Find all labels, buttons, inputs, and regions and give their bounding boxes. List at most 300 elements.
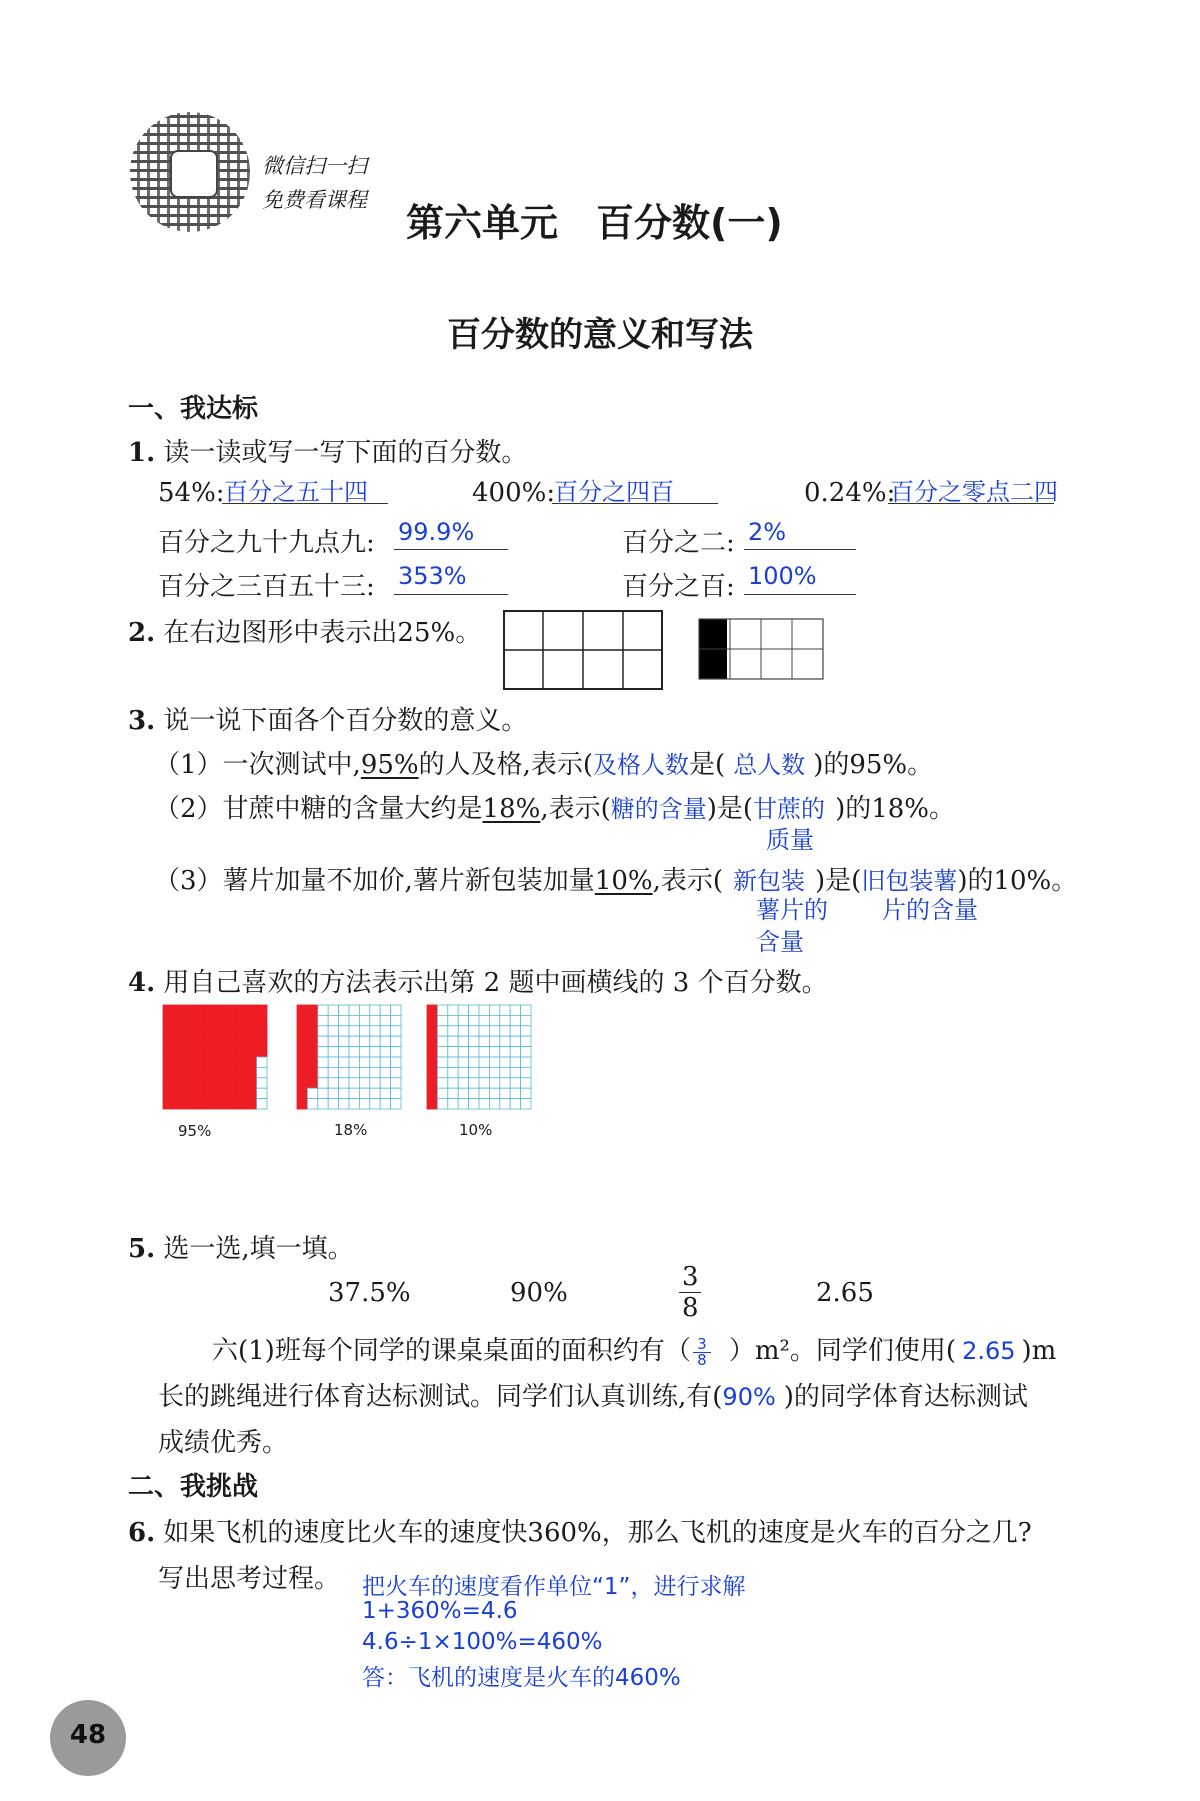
q3-part-2: （2）甘蔗中糖的含量大约是18%,表示(糖的含量)是(甘蔗的 )的18%。 xyxy=(154,794,955,824)
grid-cell-filled xyxy=(246,1067,256,1077)
grid-cell-filled xyxy=(246,1078,256,1088)
grid-cell-filled xyxy=(236,1047,246,1057)
grid-cell xyxy=(437,1005,447,1015)
grid-cell xyxy=(339,1026,349,1036)
empty-grid xyxy=(503,610,663,690)
grid-cell-filled xyxy=(225,1026,235,1036)
grid-cell xyxy=(437,1078,447,1088)
grid-cell xyxy=(391,1036,401,1046)
grid-cell-filled xyxy=(307,1057,317,1067)
grid-cell xyxy=(318,1088,328,1098)
grid-cell-filled xyxy=(236,1057,246,1067)
grid-cell xyxy=(510,1005,520,1015)
q6-answer-line: 4.6÷1×100%=460% xyxy=(362,1629,603,1655)
grid-cell xyxy=(500,1005,510,1015)
grid-cell-filled xyxy=(427,1088,437,1098)
grid-cell xyxy=(500,1088,510,1098)
grid-cell xyxy=(359,1099,369,1109)
grid-cell-filled xyxy=(194,1099,204,1109)
grid-cell xyxy=(380,1078,390,1088)
grid-cell-filled xyxy=(194,1078,204,1088)
grid-cell xyxy=(510,1015,520,1025)
grid-cell-filled xyxy=(163,1047,173,1057)
grid-cell-filled xyxy=(173,1057,183,1067)
grid-cell xyxy=(349,1047,359,1057)
grid-cell xyxy=(510,1047,520,1057)
grid-cell xyxy=(458,1015,468,1025)
grid-cell xyxy=(469,1067,479,1077)
grid-cell-filled xyxy=(163,1088,173,1098)
grid-cell xyxy=(437,1099,447,1109)
grid-cell-filled xyxy=(427,1026,437,1036)
grid-cell-filled xyxy=(307,1067,317,1077)
grid-cell xyxy=(500,1078,510,1088)
grid-cell xyxy=(380,1088,390,1098)
question-3 xyxy=(128,700,527,737)
grid-cell xyxy=(380,1047,390,1057)
grid-cell xyxy=(257,1088,267,1098)
grid-cell xyxy=(328,1036,338,1046)
grid-cell xyxy=(339,1057,349,1067)
hundred-grid-10 xyxy=(426,1004,532,1110)
grid-cell xyxy=(469,1005,479,1015)
q3-answer-cont: 片的含量 xyxy=(882,896,978,924)
grid-cell xyxy=(328,1078,338,1088)
grid-cell xyxy=(318,1047,328,1057)
q1-answer-7: 100% xyxy=(748,562,817,590)
q3-answer: 甘蔗的 xyxy=(753,795,826,823)
grid-cell xyxy=(489,1026,499,1036)
grid-cell xyxy=(318,1057,328,1067)
grid-cell-filled xyxy=(173,1036,183,1046)
grid-cell xyxy=(448,1057,458,1067)
grid-cell xyxy=(328,1057,338,1067)
q3-answer: 糖的含量 xyxy=(610,795,707,823)
grid-cell-filled xyxy=(163,1015,173,1025)
grid-cell-filled xyxy=(257,1015,267,1025)
grid-cell-filled xyxy=(236,1088,246,1098)
grid-cell-filled xyxy=(184,1015,194,1025)
grid-cell-filled xyxy=(225,1088,235,1098)
grid-cell-filled xyxy=(236,1067,246,1077)
grid-cell xyxy=(479,1026,489,1036)
q6-answer-line: 答：飞机的速度是火车的460% xyxy=(362,1665,681,1691)
grid-cell-filled xyxy=(307,1005,317,1015)
grid-cell-filled xyxy=(215,1026,225,1036)
grid-cell-filled xyxy=(163,1036,173,1046)
grid-cell xyxy=(469,1036,479,1046)
grid-label: 95% xyxy=(178,1122,212,1140)
grid-cell-filled xyxy=(215,1005,225,1015)
grid-cell-filled xyxy=(246,1099,256,1109)
grid-cell xyxy=(500,1099,510,1109)
qr-caption-1: 微信扫一扫 xyxy=(262,154,367,178)
grid-cell xyxy=(257,1057,267,1067)
hundred-grid-95 xyxy=(162,1004,268,1110)
shaded-grid xyxy=(698,618,824,680)
grid-cell xyxy=(257,1067,267,1077)
choice-item: 2.65 xyxy=(816,1278,874,1308)
grid-cell xyxy=(359,1005,369,1015)
grid-cell xyxy=(370,1047,380,1057)
section-title: 一、我达标 xyxy=(128,394,259,424)
lesson-title: 百分数的意义和写法 xyxy=(447,315,753,355)
grid-cell xyxy=(339,1036,349,1046)
grid-cell-filled xyxy=(297,1078,307,1088)
grid-cell-filled xyxy=(215,1047,225,1057)
grid-cell-filled xyxy=(246,1026,256,1036)
grid-cell xyxy=(469,1057,479,1067)
page-number-badge xyxy=(50,1700,126,1776)
grid-cell xyxy=(479,1036,489,1046)
grid-cell xyxy=(391,1047,401,1057)
grid-cell xyxy=(510,1057,520,1067)
grid-cell-filled xyxy=(297,1088,307,1098)
grid-cell-filled xyxy=(297,1026,307,1036)
grid-cell-filled xyxy=(236,1099,246,1109)
grid-cell xyxy=(489,1088,499,1098)
choice-item: 90% xyxy=(510,1278,568,1308)
grid-cell xyxy=(339,1015,349,1025)
grid-cell-filled xyxy=(184,1088,194,1098)
grid-cell-filled xyxy=(257,1036,267,1046)
grid-cell-filled xyxy=(163,1005,173,1015)
grid-cell xyxy=(391,1099,401,1109)
grid-cell-filled xyxy=(184,1057,194,1067)
grid-cell-filled xyxy=(225,1015,235,1025)
grid-cell-filled xyxy=(215,1099,225,1109)
grid-cell-filled xyxy=(427,1057,437,1067)
q1-label-6: 百分之三百五十三: xyxy=(158,572,375,602)
grid-cell xyxy=(469,1088,479,1098)
grid-cell xyxy=(510,1026,520,1036)
grid-cell xyxy=(359,1015,369,1025)
question-text-cont: 写出思考过程。 xyxy=(158,1564,341,1594)
grid-cell-filled xyxy=(427,1067,437,1077)
grid-cell xyxy=(349,1026,359,1036)
grid-cell xyxy=(328,1088,338,1098)
grid-cell xyxy=(458,1088,468,1098)
q1-answer-2: 百分之四百 xyxy=(554,478,674,506)
grid-cell xyxy=(469,1047,479,1057)
grid-cell xyxy=(339,1005,349,1015)
grid-cell-filled xyxy=(427,1099,437,1109)
grid-cell-filled xyxy=(257,1047,267,1057)
grid-cell-filled xyxy=(297,1005,307,1015)
grid-cell xyxy=(458,1026,468,1036)
grid-cell-filled xyxy=(173,1005,183,1015)
grid-cell-filled xyxy=(205,1036,215,1046)
grid-cell-filled xyxy=(173,1015,183,1025)
grid-cell xyxy=(391,1088,401,1098)
question-5 xyxy=(128,1228,354,1265)
grid-cell xyxy=(391,1005,401,1015)
grid-cell-filled xyxy=(215,1015,225,1025)
grid-cell xyxy=(489,1078,499,1088)
grid-cell xyxy=(479,1057,489,1067)
grid-cell xyxy=(370,1057,380,1067)
grid-cell xyxy=(307,1088,317,1098)
grid-cell xyxy=(437,1015,447,1025)
grid-cell-filled xyxy=(194,1026,204,1036)
hundred-grid-18 xyxy=(296,1004,402,1110)
grid-cell xyxy=(328,1015,338,1025)
grid-cell xyxy=(479,1047,489,1057)
grid-cell xyxy=(380,1057,390,1067)
question-text: 用自己喜欢的方法表示出第 2 题中画横线的 3 个百分数。 xyxy=(163,968,828,998)
grid-cell-filled xyxy=(307,1036,317,1046)
grid-cell xyxy=(458,1036,468,1046)
grid-cell xyxy=(380,1015,390,1025)
grid-cell xyxy=(359,1078,369,1088)
grid-cell-filled xyxy=(194,1067,204,1077)
grid-cell xyxy=(458,1078,468,1088)
q1-label-1: 54%: xyxy=(158,478,225,508)
grid-cell xyxy=(318,1067,328,1077)
grid-cell xyxy=(448,1015,458,1025)
grid-cell xyxy=(448,1099,458,1109)
grid-cell xyxy=(437,1057,447,1067)
grid-cell xyxy=(437,1036,447,1046)
grid-cell xyxy=(391,1078,401,1088)
grid-cell xyxy=(521,1015,531,1025)
grid-cell xyxy=(489,1099,499,1109)
grid-cell xyxy=(458,1057,468,1067)
grid-cell xyxy=(370,1088,380,1098)
grid-cell-filled xyxy=(225,1036,235,1046)
grid-cell-filled xyxy=(184,1026,194,1036)
grid-cell xyxy=(489,1057,499,1067)
question-number: 4. xyxy=(128,968,156,998)
grid-cell xyxy=(380,1036,390,1046)
grid-cell xyxy=(479,1078,489,1088)
q5-paragraph-line-2: 长的跳绳进行体育达标测试。同学们认真训练,有(90% )的同学体育达标测试 xyxy=(158,1382,1028,1412)
grid-cell xyxy=(510,1036,520,1046)
grid-cell xyxy=(510,1088,520,1098)
cloud-logo-icon xyxy=(170,150,218,198)
grid-cell xyxy=(437,1088,447,1098)
question-text: 选一选,填一填。 xyxy=(163,1234,354,1264)
choice-item: 37.5% xyxy=(328,1278,411,1308)
grid-cell-filled xyxy=(246,1088,256,1098)
grid-cell xyxy=(521,1088,531,1098)
grid-cell xyxy=(370,1067,380,1077)
grid-cell-filled xyxy=(246,1057,256,1067)
grid-cell-filled xyxy=(236,1036,246,1046)
grid-cell-filled xyxy=(427,1047,437,1057)
grid-cell xyxy=(479,1099,489,1109)
grid-cell-filled xyxy=(307,1078,317,1088)
grid-cell-filled xyxy=(246,1005,256,1015)
grid-cell-filled xyxy=(225,1067,235,1077)
grid-cell xyxy=(500,1026,510,1036)
grid-cell xyxy=(448,1047,458,1057)
grid-cell xyxy=(521,1099,531,1109)
q1-answer-6: 353% xyxy=(398,562,467,590)
choice-fraction: 3 8 xyxy=(682,1262,698,1323)
q3-part-1: （1）一次测试中,95%的人及格,表示(及格人数是( 总人数 )的95%。 xyxy=(154,750,934,780)
grid-cell-filled xyxy=(194,1047,204,1057)
grid-cell xyxy=(489,1036,499,1046)
grid-cell xyxy=(339,1088,349,1098)
grid-cell xyxy=(479,1067,489,1077)
q5-paragraph-line-3: 成绩优秀。 xyxy=(158,1428,289,1458)
grid-cell xyxy=(380,1026,390,1036)
grid-cell-filled xyxy=(257,1026,267,1036)
grid-cell xyxy=(500,1015,510,1025)
grid-cell-filled xyxy=(225,1099,235,1109)
grid-cell-filled xyxy=(297,1099,307,1109)
grid-cell xyxy=(521,1078,531,1088)
grid-cell xyxy=(521,1067,531,1077)
grid-cell xyxy=(318,1036,328,1046)
question-number: 6. xyxy=(128,1518,156,1548)
q3-answer: 旧包装薯 xyxy=(861,867,958,895)
grid-cell-filled xyxy=(215,1088,225,1098)
grid-cell xyxy=(339,1099,349,1109)
q1-label-2: 400%: xyxy=(472,478,556,508)
grid-cell xyxy=(370,1036,380,1046)
grid-cell xyxy=(437,1026,447,1036)
grid-cell-filled xyxy=(205,1078,215,1088)
q5-answer: 90% xyxy=(722,1383,776,1411)
grid-cell xyxy=(500,1047,510,1057)
q3-answer: 及格人数 xyxy=(593,751,690,779)
grid-cell-filled xyxy=(215,1067,225,1077)
grid-cell-filled xyxy=(173,1067,183,1077)
grid-cell xyxy=(479,1088,489,1098)
grid-cell-filled xyxy=(163,1057,173,1067)
grid-cell-filled xyxy=(427,1015,437,1025)
q5-answer-fraction: $\frac{3}{8}$ xyxy=(693,1337,711,1368)
grid-cell xyxy=(370,1026,380,1036)
grid-cell-filled xyxy=(205,1015,215,1025)
grid-cell-filled xyxy=(184,1036,194,1046)
grid-cell-filled xyxy=(173,1026,183,1036)
grid-cell-filled xyxy=(236,1026,246,1036)
grid-cell xyxy=(349,1088,359,1098)
grid-cell-filled xyxy=(215,1078,225,1088)
question-number: 1. xyxy=(128,438,156,468)
question-text: 说一说下面各个百分数的意义。 xyxy=(163,706,528,736)
q6-answer-line: 把火车的速度看作单位“1”，进行求解 xyxy=(362,1574,746,1600)
question-6 xyxy=(128,1512,1032,1549)
grid-cell-filled xyxy=(194,1005,204,1015)
grid-cell xyxy=(380,1005,390,1015)
grid-cell-filled xyxy=(297,1047,307,1057)
grid-cell-filled xyxy=(205,1026,215,1036)
grid-cell xyxy=(257,1099,267,1109)
grid-cell xyxy=(479,1015,489,1025)
grid-cell-filled xyxy=(297,1036,307,1046)
grid-cell xyxy=(349,1067,359,1077)
question-text: 读一读或写一写下面的百分数。 xyxy=(163,438,528,468)
grid-cell xyxy=(318,1099,328,1109)
grid-cell-filled xyxy=(236,1015,246,1025)
grid-cell-filled xyxy=(205,1047,215,1057)
grid-cell xyxy=(479,1005,489,1015)
grid-cell-filled xyxy=(225,1047,235,1057)
grid-cell-filled xyxy=(297,1015,307,1025)
grid-cell xyxy=(500,1067,510,1077)
grid-cell xyxy=(318,1078,328,1088)
grid-cell xyxy=(458,1067,468,1077)
grid-cell-filled xyxy=(225,1005,235,1015)
grid-cell xyxy=(500,1036,510,1046)
grid-cell xyxy=(448,1067,458,1077)
question-number: 3. xyxy=(128,706,156,736)
grid-cell xyxy=(370,1005,380,1015)
grid-cell xyxy=(328,1047,338,1057)
grid-cell xyxy=(359,1047,369,1057)
grid-cell xyxy=(391,1015,401,1025)
grid-cell xyxy=(437,1047,447,1057)
grid-cell xyxy=(469,1099,479,1109)
grid-cell xyxy=(448,1078,458,1088)
grid-cell-filled xyxy=(173,1047,183,1057)
grid-cell-filled xyxy=(173,1088,183,1098)
q5-paragraph-line-1: 六(1)班每个同学的课桌桌面的面积约有（ $\frac{3}{8} )m^2$。同学们使用( 2.65 )m xyxy=(212,1334,1057,1369)
q1-answer-1: 百分之五十四 xyxy=(224,478,368,506)
grid-cell xyxy=(458,1047,468,1057)
grid-cell xyxy=(489,1047,499,1057)
grid-cell xyxy=(370,1099,380,1109)
grid-cell xyxy=(510,1099,520,1109)
q3-answer: 新包装 xyxy=(733,867,806,895)
grid-cell xyxy=(510,1067,520,1077)
grid-cell xyxy=(339,1047,349,1057)
q1-label-4: 百分之九十九点九: xyxy=(158,528,375,558)
grid-cell-filled xyxy=(246,1047,256,1057)
grid-cell xyxy=(458,1099,468,1109)
grid-cell-filled xyxy=(257,1005,267,1015)
grid-cell xyxy=(458,1005,468,1015)
grid-cell-filled xyxy=(236,1005,246,1015)
grid-cell xyxy=(391,1067,401,1077)
q3-answer-cont: 薯片的 xyxy=(756,896,828,924)
grid-cell-filled xyxy=(427,1005,437,1015)
grid-cell-filled xyxy=(215,1036,225,1046)
q1-label-3: 0.24%: xyxy=(804,478,896,508)
q6-answer-line: 1+360%=4.6 xyxy=(362,1598,518,1624)
grid-cell xyxy=(469,1026,479,1036)
grid-cell-filled xyxy=(225,1057,235,1067)
grid-cell-filled xyxy=(225,1078,235,1088)
grid-cell-filled xyxy=(427,1078,437,1088)
grid-cell-filled xyxy=(307,1047,317,1057)
grid-cell-filled xyxy=(205,1088,215,1098)
question-4 xyxy=(128,962,828,999)
grid-cell-filled xyxy=(236,1078,246,1088)
grid-cell xyxy=(359,1057,369,1067)
grid-label: 10% xyxy=(459,1121,493,1139)
grid-cell xyxy=(380,1067,390,1077)
grid-cell xyxy=(339,1078,349,1088)
q1-label-5: 百分之二: xyxy=(622,528,735,558)
grid-cell xyxy=(349,1005,359,1015)
page-number: 48 xyxy=(69,1720,107,1750)
q5-answer: 2.65 xyxy=(962,1337,1016,1365)
grid-cell-filled xyxy=(246,1036,256,1046)
grid-cell xyxy=(500,1057,510,1067)
grid-cell-filled xyxy=(205,1067,215,1077)
q1-answer-4: 99.9% xyxy=(398,518,475,546)
grid-cell-filled xyxy=(194,1088,204,1098)
grid-cell-filled xyxy=(427,1036,437,1046)
q3-answer: 总人数 xyxy=(733,751,806,779)
grid-cell xyxy=(328,1005,338,1015)
question-number: 5. xyxy=(128,1234,156,1264)
